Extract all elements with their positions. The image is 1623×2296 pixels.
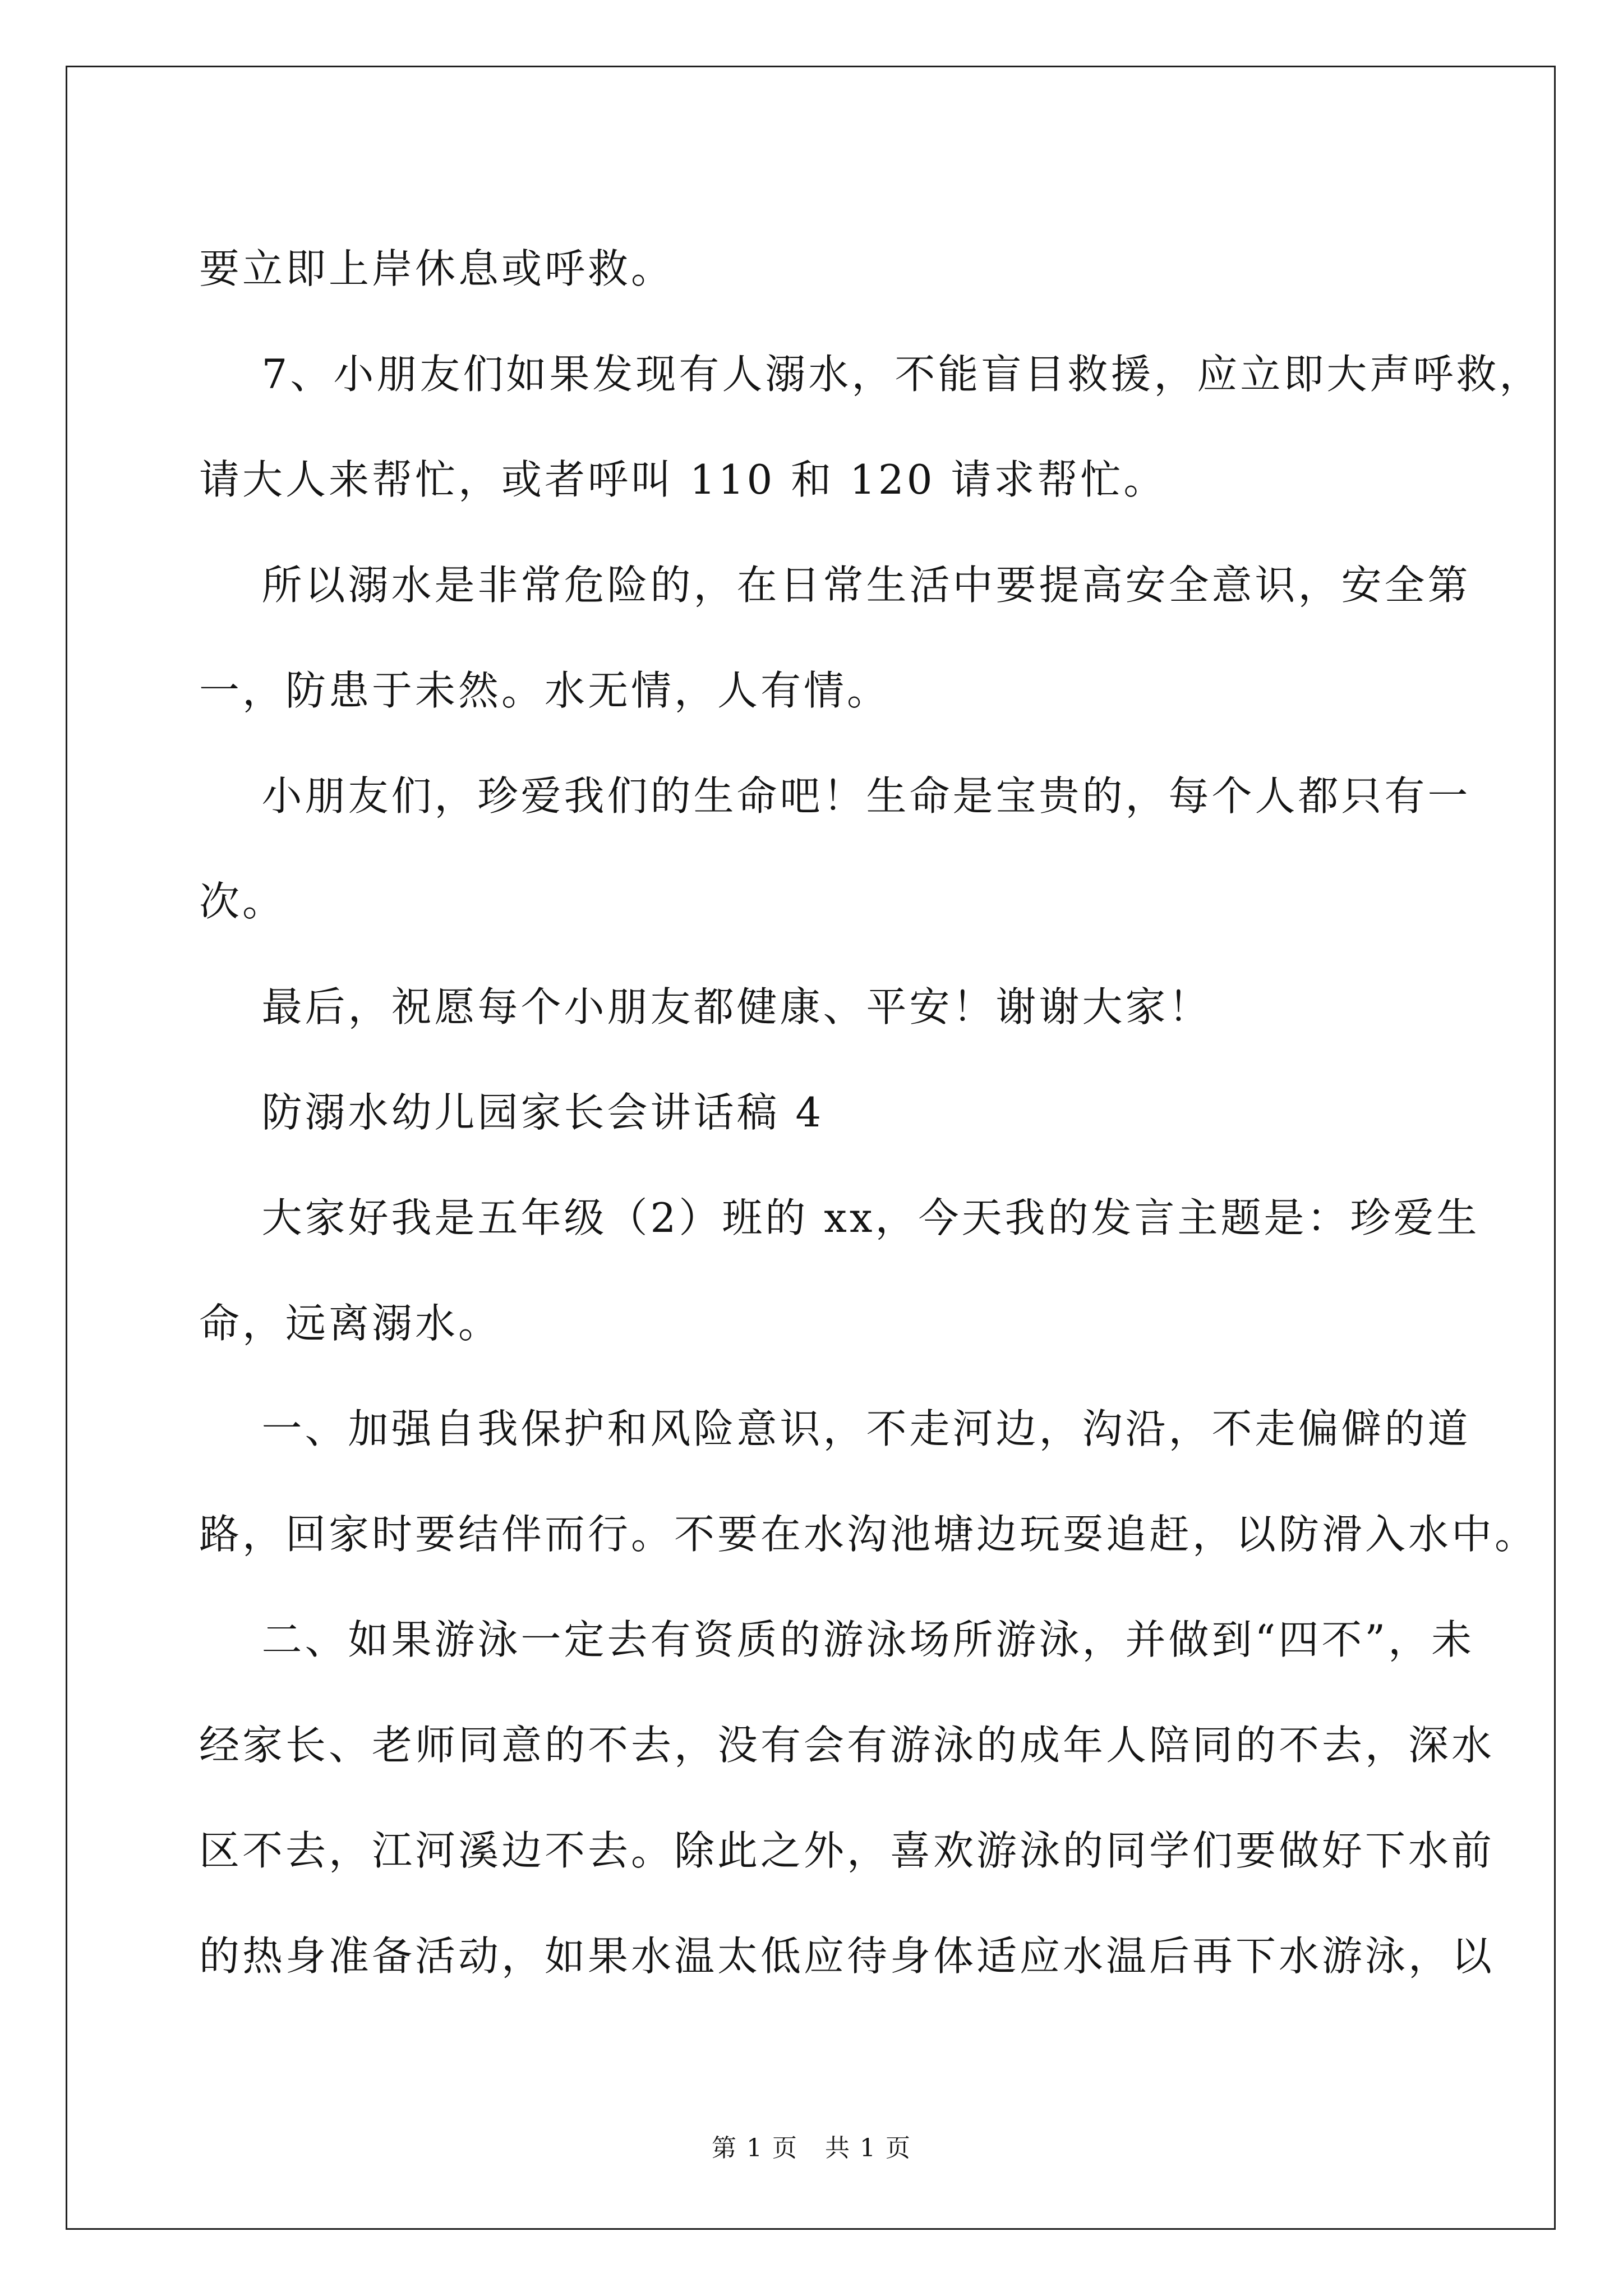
text-line: 路，回家时要结伴而行。不要在水沟池塘边玩耍追赶，以防滑入水中。 [199, 1511, 1538, 1558]
text-line: 一、加强自我保护和风险意识，不走河边，沟沿，不走偏僻的道 [199, 1405, 1471, 1452]
document-body [199, 216, 1543, 2009]
text-line: 区不去，江河溪边不去。除此之外，喜欢游泳的同学们要做好下水前 [199, 1827, 1495, 1874]
text-line: 要立即上岸休息或呼救。 [199, 245, 675, 292]
section-heading: 防溺水幼儿园家长会讲话稿 4 [199, 1089, 824, 1136]
text-line: 小朋友们，珍爱我们的生命吧！生命是宝贵的，每个人都只有一 [199, 772, 1471, 820]
text-line: 大家好我是五年级（2）班的 xx，今天我的发言主题是：珍爱生 [199, 1194, 1480, 1241]
text-line: 的热身准备活动，如果水温太低应待身体适应水温后再下水游泳，以 [199, 1932, 1495, 1980]
text-line: 7、小朋友们如果发现有人溺水，不能盲目救援，应立即大声呼救， [199, 351, 1543, 398]
text-line: 请大人来帮忙，或者呼叫 110 和 120 请求帮忙。 [199, 456, 1167, 503]
text-line: 所以溺水是非常危险的，在日常生活中要提高安全意识，安全第 [199, 562, 1471, 609]
text-line: 经家长、老师同意的不去，没有会有游泳的成年人陪同的不去，深水 [199, 1722, 1495, 1769]
text-line: 次。 [199, 878, 286, 925]
text-line: 二、如果游泳一定去有资质的游泳场所游泳，并做到“四不”，未 [199, 1616, 1475, 1663]
text-line: 最后，祝愿每个小朋友都健康、平安！谢谢大家！ [199, 983, 1212, 1030]
page-footer: 第 1 页 共 1 页 [712, 2134, 911, 2162]
text-line: 命，远离溺水。 [199, 1300, 502, 1347]
text-line: 一，防患于未然。水无情，人有情。 [199, 667, 891, 714]
